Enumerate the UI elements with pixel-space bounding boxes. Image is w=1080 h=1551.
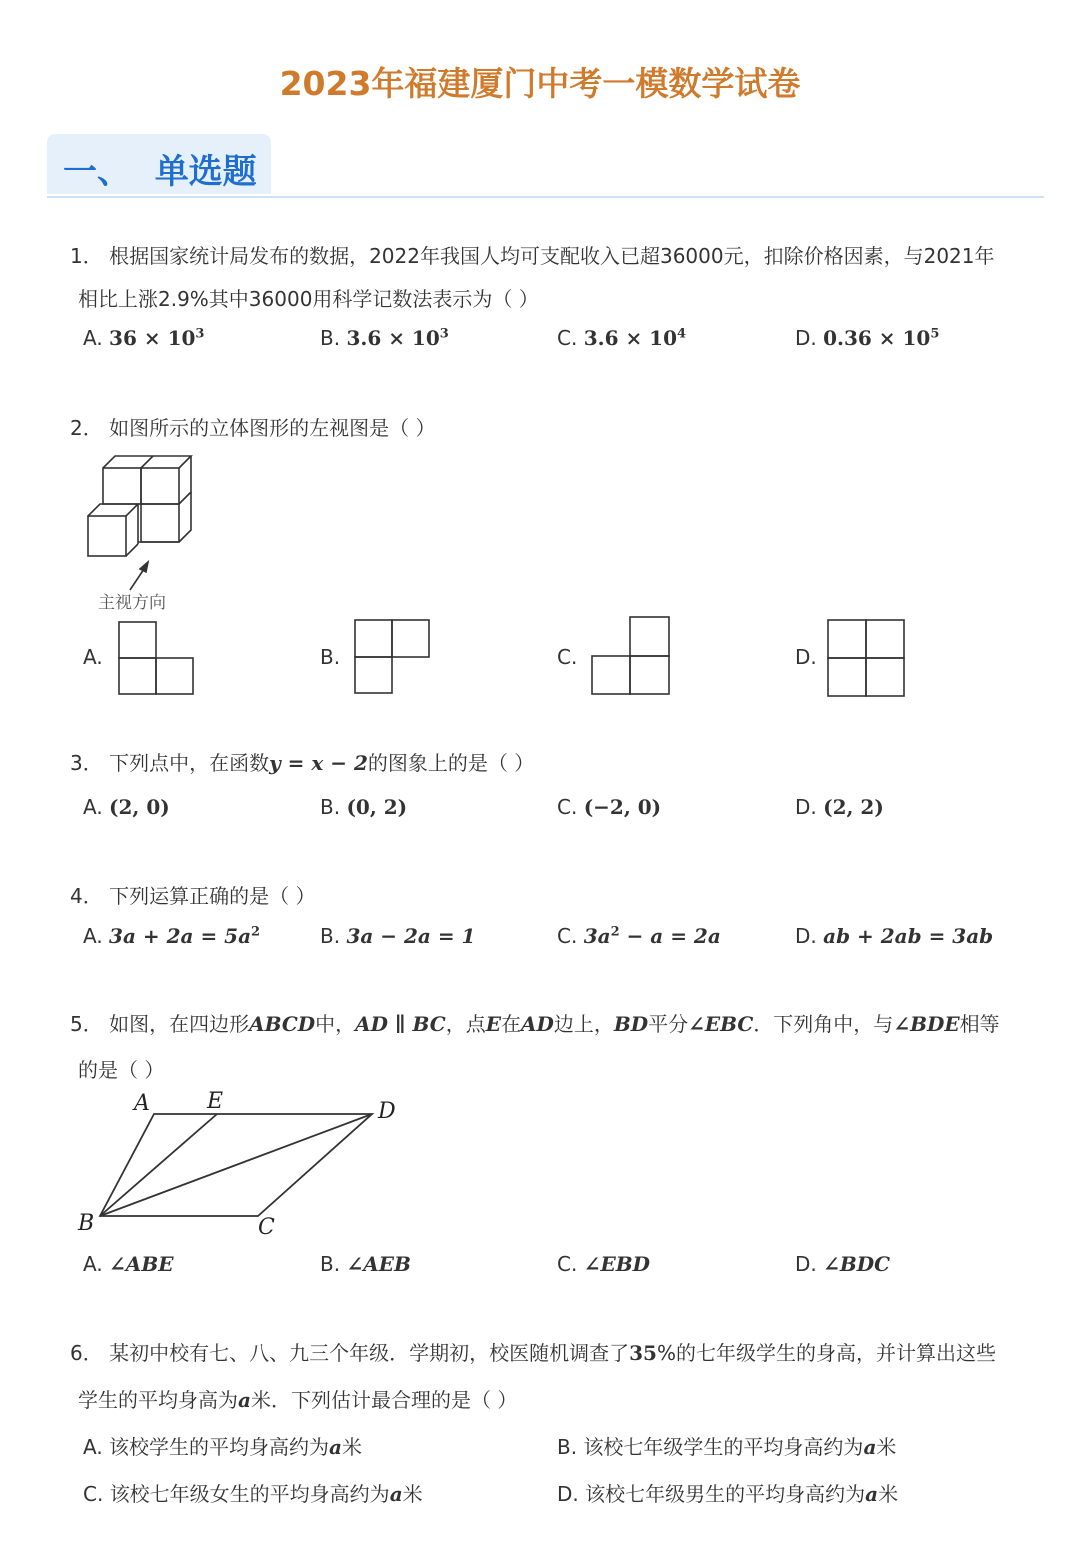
option-value: (2, 0) <box>109 795 170 819</box>
segment-be <box>100 1114 217 1216</box>
cube-face <box>103 468 141 504</box>
q5-line1 <box>70 1008 1000 1037</box>
cube-face <box>141 468 179 504</box>
option-letter: B. <box>320 326 341 350</box>
q6-text-part: %的七年级学生的身高，并计算出这些 <box>656 1341 996 1365</box>
q1-option-d[interactable] <box>795 326 939 350</box>
page-title: 2023年福建厦门中考一模数学试卷 <box>279 64 801 103</box>
option-base: 0.36 × 10 <box>823 326 931 350</box>
q3-prefix: 3． 下列点中，在函数 <box>70 751 270 775</box>
option-var: a <box>863 1435 877 1459</box>
q5-text-part: ．下列角中，与 <box>753 1012 894 1036</box>
option-letter: B. <box>320 795 341 819</box>
option-sup: 2 <box>610 924 620 940</box>
q4-text: 4． 下列运算正确的是（ ） <box>70 884 316 908</box>
option-var: a <box>329 1435 343 1459</box>
label-a: A <box>134 1091 150 1116</box>
option-letter: C. <box>557 924 578 948</box>
option-var: a <box>865 1482 879 1506</box>
option-letter: B. <box>320 924 341 948</box>
option-expr: 3a + 2a = 5a <box>109 924 252 948</box>
option-value: ∠BDC <box>823 1252 891 1276</box>
option-letter: C. <box>557 326 578 350</box>
option-letter: D. <box>557 1482 579 1506</box>
q5-text-part: 中， <box>315 1012 356 1036</box>
option-letter: C. <box>83 1482 104 1506</box>
q6-text-part: 学生的平均身高为 <box>78 1388 238 1412</box>
q6-text-part: 6． 某初中校有七、八、九三个年级．学期初，校医随机调查了 <box>70 1341 630 1365</box>
option-letter: D. <box>795 924 817 948</box>
q1-option-c[interactable] <box>557 326 686 350</box>
option-base: 3.6 × 10 <box>583 326 677 350</box>
option-expr: ab + 2ab = 3ab <box>823 924 994 948</box>
q1-option-a[interactable] <box>83 326 204 350</box>
option-post: 米 <box>342 1435 363 1459</box>
option-value: (0, 2) <box>346 795 408 819</box>
q4-option-d[interactable] <box>795 924 993 948</box>
q5-math: BD <box>613 1012 649 1036</box>
option-letter: D. <box>795 1252 817 1276</box>
option-post: 米 <box>878 1482 899 1506</box>
q2-option-d-label[interactable]: D. <box>795 645 817 669</box>
q5-text-part: ，点 <box>445 1012 486 1036</box>
q5-option-c[interactable] <box>557 1252 650 1276</box>
option-exponent: 4 <box>677 326 687 342</box>
option-letter: A. <box>83 326 103 350</box>
option-letter: C. <box>557 1252 578 1276</box>
q6-math: 35 <box>629 1341 657 1365</box>
q5-text-part: 在 <box>500 1012 521 1036</box>
q4-option-c[interactable] <box>557 924 721 948</box>
q1-line2: 相比上涨2.9%其中36000用科学记数法表示为（ ） <box>78 287 539 311</box>
option-base: 36 × 10 <box>109 326 196 350</box>
option-expr: 3a <box>583 924 611 948</box>
label-c: C <box>258 1215 275 1240</box>
option-post: 米 <box>876 1435 897 1459</box>
option-value: (2, 2) <box>823 795 884 819</box>
q5-math: ABCD <box>249 1012 316 1036</box>
q5-text-part: 5． 如图，在四边形 <box>70 1012 250 1036</box>
view-direction-arrow <box>130 562 148 590</box>
q5-math: E <box>485 1012 501 1036</box>
q5-option-a[interactable] <box>83 1252 173 1276</box>
view-direction-caption: 主视方向 <box>98 593 166 613</box>
q5-math: ∠BDE <box>893 1012 960 1036</box>
q5-option-d[interactable] <box>795 1252 890 1276</box>
q2-option-b-label[interactable]: B. <box>320 645 341 669</box>
q6-line1 <box>70 1337 996 1366</box>
option-pre: 该校七年级学生的平均身高约为 <box>583 1435 864 1459</box>
option-sup: 2 <box>251 924 261 940</box>
option-letter: A. <box>83 1252 103 1276</box>
q2-option-c-label[interactable]: C. <box>557 645 578 669</box>
option-var: a <box>389 1482 403 1506</box>
q3-option-a[interactable] <box>83 795 170 819</box>
q6-math: a <box>238 1388 251 1412</box>
q2-solid-figure <box>80 448 210 618</box>
cube-face <box>141 504 179 542</box>
option-exponent: 3 <box>195 326 205 342</box>
q3-option-d[interactable] <box>795 795 884 819</box>
label-b: B <box>78 1211 95 1236</box>
option-pre: 该校学生的平均身高约为 <box>109 1435 330 1459</box>
q1-option-b[interactable] <box>320 326 449 350</box>
option-pre: 该校七年级女生的平均身高约为 <box>109 1482 390 1506</box>
q2-option-a-figure[interactable] <box>117 620 197 700</box>
option-letter: D. <box>795 326 817 350</box>
section-number: 一、 <box>63 152 131 192</box>
q5-quadrilateral-figure <box>72 1088 412 1248</box>
q3-text <box>70 747 534 776</box>
option-letter: B. <box>320 1252 341 1276</box>
q2-option-c-figure[interactable] <box>590 615 672 697</box>
q5-text-part: 边上， <box>553 1012 614 1036</box>
q6-option-c[interactable] <box>83 1478 423 1507</box>
q4-option-a[interactable] <box>83 924 260 948</box>
q2-text: 2． 如图所示的立体图形的左视图是（ ） <box>70 416 436 440</box>
q4-option-b[interactable] <box>320 924 475 948</box>
option-letter: C. <box>557 795 578 819</box>
option-letter: A. <box>83 1435 103 1459</box>
q2-option-b-figure[interactable] <box>353 618 433 698</box>
cube-face <box>88 516 126 556</box>
option-value: ∠AEB <box>346 1252 411 1276</box>
option-pre: 该校七年级男生的平均身高约为 <box>585 1482 866 1506</box>
q2-option-a-label[interactable]: A. <box>83 645 103 669</box>
segment-bd <box>100 1114 372 1216</box>
q3-suffix: 的图象上的是（ ） <box>367 751 535 775</box>
section-name: 单选题 <box>154 152 257 192</box>
option-exponent: 3 <box>439 326 449 342</box>
q5-math: ∠EBC <box>688 1012 754 1036</box>
option-base: 3.6 × 10 <box>346 326 440 350</box>
q6-text-part: 米．下列估计最合理的是（ ） <box>250 1388 518 1412</box>
q5-text-part: 平分 <box>648 1012 689 1036</box>
q3-option-c[interactable] <box>557 795 661 819</box>
q5-math: AD <box>520 1012 554 1036</box>
option-letter: A. <box>83 795 103 819</box>
q5-math: AD ∥ BC <box>355 1012 446 1036</box>
q5-option-b[interactable] <box>320 1252 411 1276</box>
option-value: ∠EBD <box>583 1252 650 1276</box>
q3-option-b[interactable] <box>320 795 407 819</box>
option-letter: D. <box>795 795 817 819</box>
q6-option-d[interactable] <box>557 1478 898 1507</box>
section-header <box>63 144 257 193</box>
q2-option-d-figure[interactable] <box>826 618 908 700</box>
option-tail: − a = 2a <box>619 924 721 948</box>
option-post: 米 <box>402 1482 423 1506</box>
label-e: E <box>207 1089 224 1114</box>
option-value: ∠ABE <box>109 1252 174 1276</box>
q5-line2: 的是（ ） <box>78 1058 165 1082</box>
section-divider <box>47 196 1044 198</box>
label-d: D <box>378 1099 396 1124</box>
q6-option-a[interactable] <box>83 1431 362 1460</box>
option-value: (−2, 0) <box>583 795 662 819</box>
q5-text-part: 相等 <box>959 1012 1000 1036</box>
q6-line2 <box>78 1384 517 1413</box>
q6-option-b[interactable] <box>557 1431 896 1460</box>
option-expr: 3a − 2a = 1 <box>346 924 476 948</box>
option-letter: B. <box>557 1435 578 1459</box>
q3-formula: y = x − 2 <box>269 751 368 775</box>
option-exponent: 5 <box>930 326 940 342</box>
option-letter: A. <box>83 924 103 948</box>
q1-line1: 1． 根据国家统计局发布的数据，2022年我国人均可支配收入已超36000元，扣除价格因素，与2021年 <box>70 244 995 268</box>
